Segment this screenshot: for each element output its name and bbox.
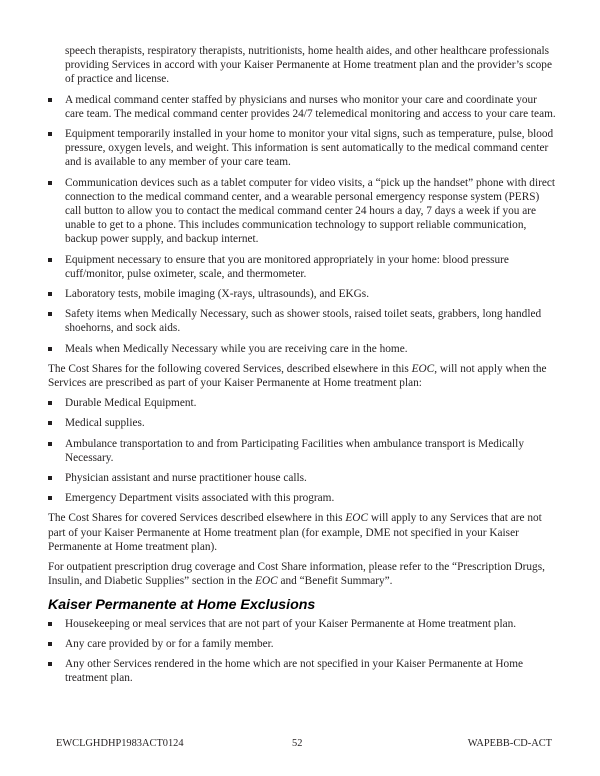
bullet-icon [48, 98, 52, 102]
covered-services-list [48, 93, 556, 356]
list-item: Safety items when Medically Necessary, such as shower stools, raised toilet seats, grabbers, long handled shoehorns, and sock aids. [48, 307, 556, 335]
list-item: Laboratory tests, mobile imaging (X-rays, ultrasounds), and EKGs. [48, 287, 556, 301]
list-item: A medical command center staffed by physicians and nurses who monitor your care and coordinate your care team. The medical command center provides 24/7 telemedical monitoring and access to your care team. [48, 93, 556, 121]
cost-share-list [48, 396, 556, 505]
list-item: Medical supplies. [48, 416, 556, 430]
bullet-icon [48, 312, 52, 316]
bullet-icon [48, 496, 52, 500]
bullet-icon [48, 476, 52, 480]
list-item: Physician assistant and nurse practitioner house calls. [48, 471, 556, 485]
document-code: EWCLGHDHP1983ACT0124 [56, 738, 184, 749]
bullet-icon [48, 421, 52, 425]
bullet-icon [48, 292, 52, 296]
bullet-icon [48, 662, 52, 666]
bullet-icon [48, 258, 52, 262]
list-item: Durable Medical Equipment. [48, 396, 556, 410]
bullet-icon [48, 622, 52, 626]
list-item: Housekeeping or meal services that are not part of your Kaiser Permanente at Home treatment plan. [48, 617, 556, 631]
page-number: 52 [292, 738, 303, 749]
list-item: Ambulance transportation to and from Participating Facilities when ambulance transport is Medically Necessary. [48, 437, 556, 465]
plan-code: WAPEBB-CD-ACT [467, 738, 552, 749]
list-item: Meals when Medically Necessary while you are receiving care in the home. [48, 342, 556, 356]
bullet-icon [48, 642, 52, 646]
cost-share-apply: The Cost Shares for covered Services described elsewhere in this EOC will apply to any Services that are not part of your Kaiser Permanente at Home treatment plan (for example, DME not specified in your Kaiser Permanente at Home treatment plan). [48, 512, 542, 553]
exclusions-heading: Kaiser Permanente at Home Exclusions [48, 596, 316, 613]
exclusions-list [48, 617, 556, 686]
bullet-icon [48, 181, 52, 185]
list-item: Equipment necessary to ensure that you are monitored appropriately in your home: blood pressure cuff/monitor, pulse oximeter, scale, and thermometer. [48, 253, 556, 281]
bullet-icon [48, 347, 52, 351]
bullet-icon [48, 401, 52, 405]
list-item: Equipment temporarily installed in your home to monitor your vital signs, such as temperature, pulse, blood pressure, oxygen levels, and weight. This information is sent automatically to the medical command center and is available to any member of your care team. [48, 127, 556, 170]
bullet-icon [48, 132, 52, 136]
continuation-text: speech therapists, respiratory therapists, nutritionists, home health aides, and other healthcare professionals providing Services in accord with your Kaiser Permanente at Home treatment plan and the provider’s scope of practice and license. [65, 45, 552, 86]
document-page [48, 44, 556, 691]
list-item: Any other Services rendered in the home which are not specified in your Kaiser Permanente at Home treatment plan. [48, 657, 556, 685]
list-item: Any care provided by or for a family member. [48, 637, 556, 651]
list-item: Emergency Department visits associated with this program. [48, 491, 556, 505]
bullet-icon [48, 442, 52, 446]
outpatient-rx-note: For outpatient prescription drug coverage and Cost Share information, please refer to the “Prescription Drugs, Insulin, and Diabetic Supplies” section in the EOC and “Benefit Summary”. [48, 561, 545, 588]
list-item: Communication devices such as a tablet computer for video visits, a “pick up the handset” phone with direct connection to the medical command center, and a wearable personal emergency response system (PERS) call button to allow you to contact the medical command center 24 hours a day, 7 days a week if you are unable to get to a phone. This includes communication technology to support reliable communication, backup power supply, and backup internet. [48, 176, 556, 247]
cost-share-intro: The Cost Shares for the following covered Services, described elsewhere in this EOC, will not apply when the Services are prescribed as part of your Kaiser Permanente at Home treatment plan: [48, 362, 547, 390]
